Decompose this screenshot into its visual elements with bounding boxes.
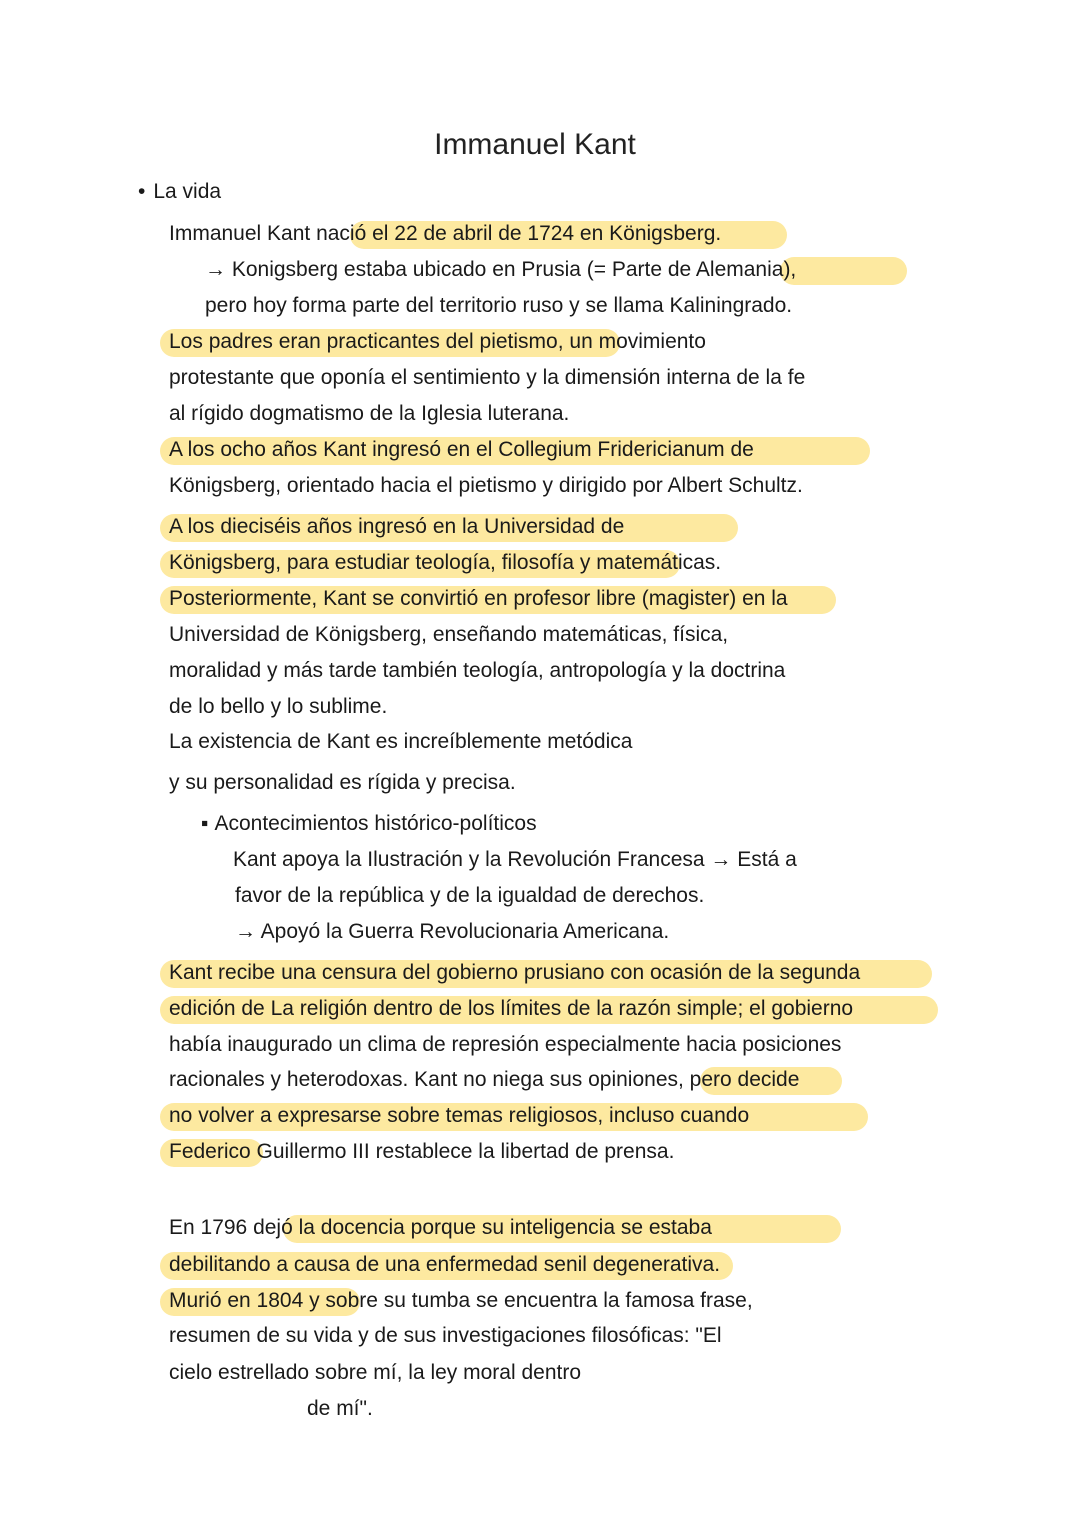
text-line: favor de la república y de la igualdad de derechos. xyxy=(235,884,705,907)
text-line: cielo estrellado sobre mí, la ley moral dentro xyxy=(169,1361,582,1384)
section-bullet: • xyxy=(138,180,146,203)
text-line: debilitando a causa de una enfermedad senil degenerativa. xyxy=(169,1253,721,1276)
section-label: La vida xyxy=(153,180,222,203)
text-line: Federico Guillermo III restablece la libertad de prensa. xyxy=(169,1140,675,1163)
text-line: edición de La religión dentro de los límites de la razón simple; el gobierno xyxy=(169,997,854,1020)
text-line: Los padres eran practicantes del pietismo, un movimiento xyxy=(169,330,706,353)
text-line: y su personalidad es rígida y precisa. xyxy=(169,771,516,794)
text-line: de mí". xyxy=(307,1397,373,1420)
text-line: pero hoy forma parte del territorio ruso y se llama Kaliningrado. xyxy=(205,294,793,317)
text-line: Immanuel Kant nació el 22 de abril de 1724 en Königsberg. xyxy=(169,222,722,245)
text-line: Königsberg, orientado hacia el pietismo y dirigido por Albert Schultz. xyxy=(169,474,803,497)
section-heading xyxy=(138,178,221,206)
text-line: moralidad y más tarde también teología, antropología y la doctrina xyxy=(169,659,786,682)
page-title: Immanuel Kant xyxy=(434,128,636,161)
text-line: Kant recibe una censura del gobierno prusiano con ocasión de la segunda xyxy=(169,961,861,984)
text-line: A los dieciséis años ingresó en la Universidad de xyxy=(169,515,625,538)
subsection-heading xyxy=(201,810,537,838)
text-line: Kant apoya la Ilustración y la Revolución Francesa → Está a xyxy=(233,848,797,871)
subsection-label: Acontecimientos histórico-políticos xyxy=(214,812,537,835)
text-line: Universidad de Königsberg, enseñando matemáticas, física, xyxy=(169,623,729,646)
highlight-mark xyxy=(780,257,907,285)
text-line: racionales y heterodoxas. Kant no niega sus opiniones, pero decide xyxy=(169,1068,800,1091)
text-line: La existencia de Kant es increíblemente metódica xyxy=(169,730,633,753)
text-line: resumen de su vida y de sus investigaciones filosóficas: "El xyxy=(169,1324,722,1347)
text-line: no volver a expresarse sobre temas religiosos, incluso cuando xyxy=(169,1104,750,1127)
text-line: → Konigsberg estaba ubicado en Prusia (= Parte de Alemania), xyxy=(205,258,797,281)
text-line: Posteriormente, Kant se convirtió en profesor libre (magister) en la xyxy=(169,587,788,610)
text-line: había inaugurado un clima de represión especialmente hacia posiciones xyxy=(169,1033,842,1056)
subsection-bullet: ▪ xyxy=(201,812,209,835)
text-line: Murió en 1804 y sobre su tumba se encuentra la famosa frase, xyxy=(169,1289,753,1312)
text-line: → Apoyó la Guerra Revolucionaria Americana. xyxy=(235,920,670,943)
text-line: de lo bello y lo sublime. xyxy=(169,695,388,718)
text-line: protestante que oponía el sentimiento y la dimensión interna de la fe xyxy=(169,366,806,389)
text-line: A los ocho años Kant ingresó en el Collegium Fridericianum de xyxy=(169,438,754,461)
text-line: al rígido dogmatismo de la Iglesia luterana. xyxy=(169,402,570,425)
text-line: Königsberg, para estudiar teología, filosofía y matemáticas. xyxy=(169,551,722,574)
text-line: En 1796 dejó la docencia porque su inteligencia se estaba xyxy=(169,1216,712,1239)
